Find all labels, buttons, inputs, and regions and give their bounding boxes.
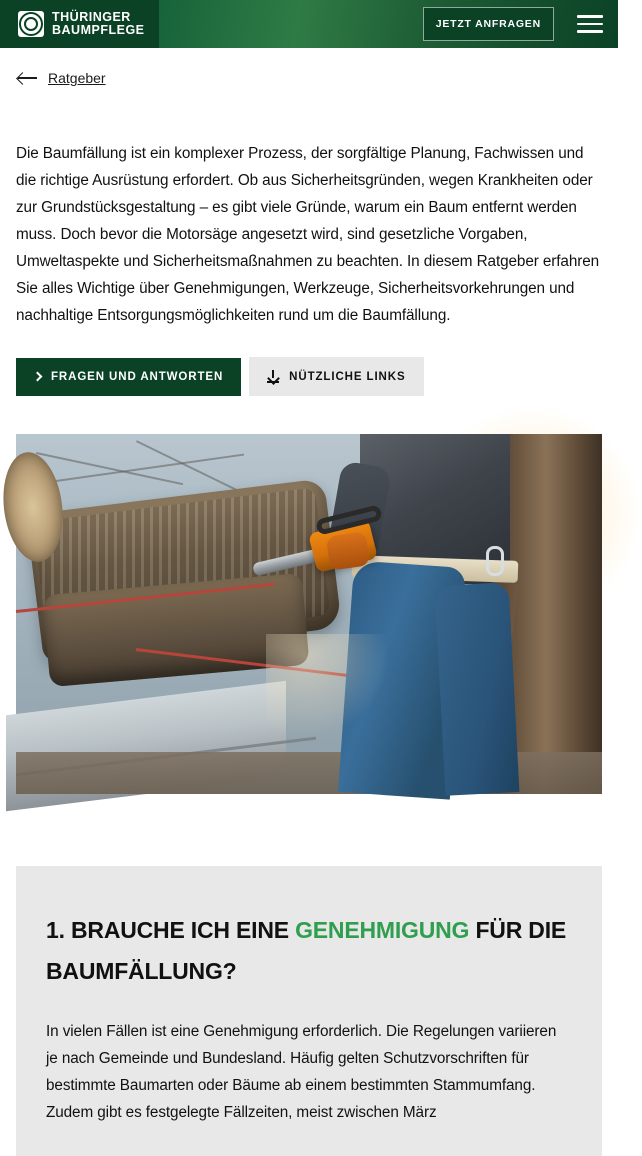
chevron-right-icon (33, 372, 43, 382)
burger-bar-3 (577, 30, 603, 33)
faq-card (16, 866, 602, 1156)
logo-line-2: BAUMPFLEGE (52, 23, 145, 37)
tree-rings-logo-icon (18, 11, 44, 37)
useful-links-button-label: NÜTZLICHE LINKS (289, 370, 406, 383)
arrow-left-icon[interactable] (18, 71, 38, 85)
logo[interactable] (0, 0, 159, 48)
request-quote-button[interactable]: JETZT ANFRAGEN (423, 7, 554, 41)
hamburger-menu-icon[interactable] (562, 0, 618, 48)
logo-line-1: THÜRINGER (52, 10, 131, 24)
faq-number: 1. (46, 917, 65, 943)
faq-title-highlight: GENEHMIGUNG (295, 917, 470, 943)
faq-button-label: FRAGEN UND ANTWORTEN (51, 370, 224, 383)
faq-question-title (46, 910, 572, 992)
logo-text (52, 11, 145, 37)
carabiner-icon (486, 546, 504, 576)
breadcrumb-link-ratgeber[interactable]: Ratgeber (48, 70, 106, 86)
intro-paragraph: Die Baumfällung ist ein komplexer Prozess, der sorgfältige Planung, Fachwissen und die richtige Ausrüstung erfordert. Ob aus Sicherheitsgründen, wegen Krankheiten oder zur Grundstücksgestaltung – es gibt viele Gründe, warum ein Baum entfernt werden muss. Doch bevor die Motorsäge angesetzt wird, sind gesetzliche Vorgaben, Umweltaspekte und Sicherheitsmaßnahmen zu beachten. In diesem Ratgeber erfahren Sie alles Wichtige über Genehmigungen, Werkzeuge, Sicherheitsvorkehrungen und nachhaltige Entsorgungsmöglichkeiten rund um die Baumfällung. (16, 145, 600, 324)
burger-bar-1 (577, 15, 603, 18)
site-header (0, 0, 618, 48)
sawdust-spray (266, 634, 396, 744)
faq-button[interactable] (16, 358, 241, 396)
useful-links-button[interactable] (249, 357, 423, 396)
faq-title-part-1: BRAUCHE ICH EINE (71, 917, 289, 943)
faq-title-part-2: FÜR DIE BAUMFÄLLUNG? (46, 917, 567, 984)
breadcrumb[interactable] (0, 48, 618, 90)
worker-leg-right (435, 582, 520, 796)
worker-glove (326, 531, 370, 570)
header-spacer (159, 0, 423, 48)
hero-image (16, 434, 602, 794)
intro-section (0, 90, 618, 329)
download-icon (267, 370, 279, 383)
burger-bar-2 (577, 23, 603, 26)
action-button-row (0, 329, 618, 396)
faq-answer-text: In vielen Fällen ist eine Genehmigung erforderlich. Die Regelungen variieren je nach Gemeinde und Bundesland. Häufig gelten Schutzvorschriften für bestimmte Baumarten oder Bäume ab einem bestimmten Stammumfang. Zudem gibt es festgelegte Fällzeiten, meist zwischen März (46, 1023, 557, 1121)
